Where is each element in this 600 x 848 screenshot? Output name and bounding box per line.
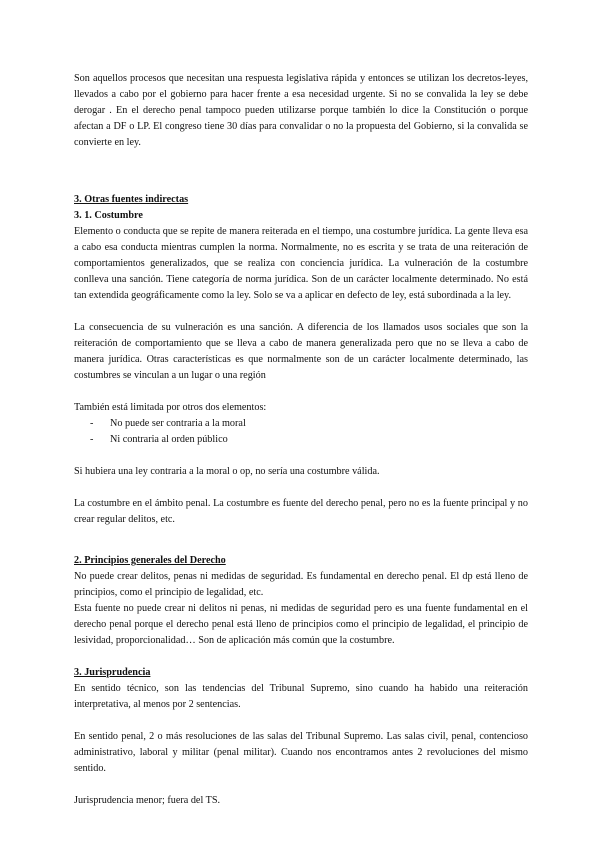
list-item: - Ni contraria al orden público	[90, 432, 528, 448]
paragraph-ley-contraria: Si hubiera una ley contraria a la moral o op, no sería una costumbre válida.	[74, 466, 380, 477]
paragraph-costumbre-sancion: La consecuencia de su vulneración es una sanción. A diferencia de los llamados usos sociales que son la reiteración de comportamiento que se lleva a cabo de manera generalizada pero que no se lleva a cabo de manera jurídica. Otras características es que normalmente son de un carácter localmente determinado, las costumbres se vinculan a un lugar o una región	[74, 322, 528, 381]
heading-costumbre: 3. 1. Costumbre	[74, 210, 143, 221]
document-body	[74, 71, 528, 809]
paragraph-limitada: También está limitada por otros dos elementos:	[74, 402, 267, 413]
paragraph-decretos-leyes: Son aquellos procesos que necesitan una respuesta legislativa rápida y entonces se utilizan los decretos-leyes, llevados a cabo por el gobierno para hacer frente a esa necesidad urgente. Si no se convalida la ley se debe derogar . En el derecho penal tampoco pueden utilizarse porque también lo dice la Constitución o porque afectan a DF o LP. El congreso tiene 30 días para convalidar o no la propuesta del Gobierno, si la convalida se convierte en ley.	[74, 73, 528, 148]
heading-jurisprudencia: 3. Jurisprudencia	[74, 667, 151, 678]
heading-otras-fuentes: 3. Otras fuentes indirectas	[74, 194, 189, 205]
paragraph-principios-1: No puede crear delitos, penas ni medidas de seguridad. Es fundamental en derecho penal. El dp está lleno de principios, como el principio de legalidad, etc.	[74, 571, 528, 598]
paragraph-jurisprudencia-1: En sentido técnico, son las tendencias del Tribunal Supremo, sino cuando ha habido una reiteración interpretativa, al menos por 2 sentencias.	[74, 683, 528, 710]
paragraph-jurisprudencia-2: En sentido penal, 2 o más resoluciones de las salas del Tribunal Supremo. Las salas civil, penal, contencioso administrativo, laboral y militar (penal militar). Cuando nos encontramos antes 2 revoluciones del mismo sentido.	[74, 731, 528, 774]
paragraph-jurisprudencia-menor: Jurisprudencia menor; fuera del TS.	[74, 795, 221, 806]
heading-principios-generales: 2. Principios generales del Derecho	[74, 555, 226, 566]
limits-list	[74, 416, 528, 448]
paragraph-costumbre-definicion: Elemento o conducta que se repite de manera reiterada en el tiempo, una costumbre jurídica. La gente lleva esa a cabo esa conducta mientras cumplen la norma. Normalmente, no es escrita y se trata de una reiteración de comportamientos generalizados, que se realiza con conciencia jurídica. La vulneración de la costumbre conlleva una sanción. Tiene categoría de norma jurídica. Son de un carácter localmente determinado. No está tan extendida geográficamente como la ley. Solo se va a aplicar en defecto de ley, está subordinada a la ley.	[74, 226, 528, 301]
paragraph-costumbre-penal: La costumbre en el ámbito penal. La costumbre es fuente del derecho penal, pero no es la fuente principal y no crear regular delitos, etc.	[74, 498, 528, 525]
list-item: - No puede ser contraria a la moral	[90, 416, 528, 432]
paragraph-principios-2: Esta fuente no puede crear ni delitos ni penas, ni medidas de seguridad pero es una fuente fundamental en el derecho penal porque el derecho penal está lleno de principios como el principio de legalidad, el principio de lesividad, proporcionalidad… Son de aplicación más común que la costumbre.	[74, 603, 528, 646]
